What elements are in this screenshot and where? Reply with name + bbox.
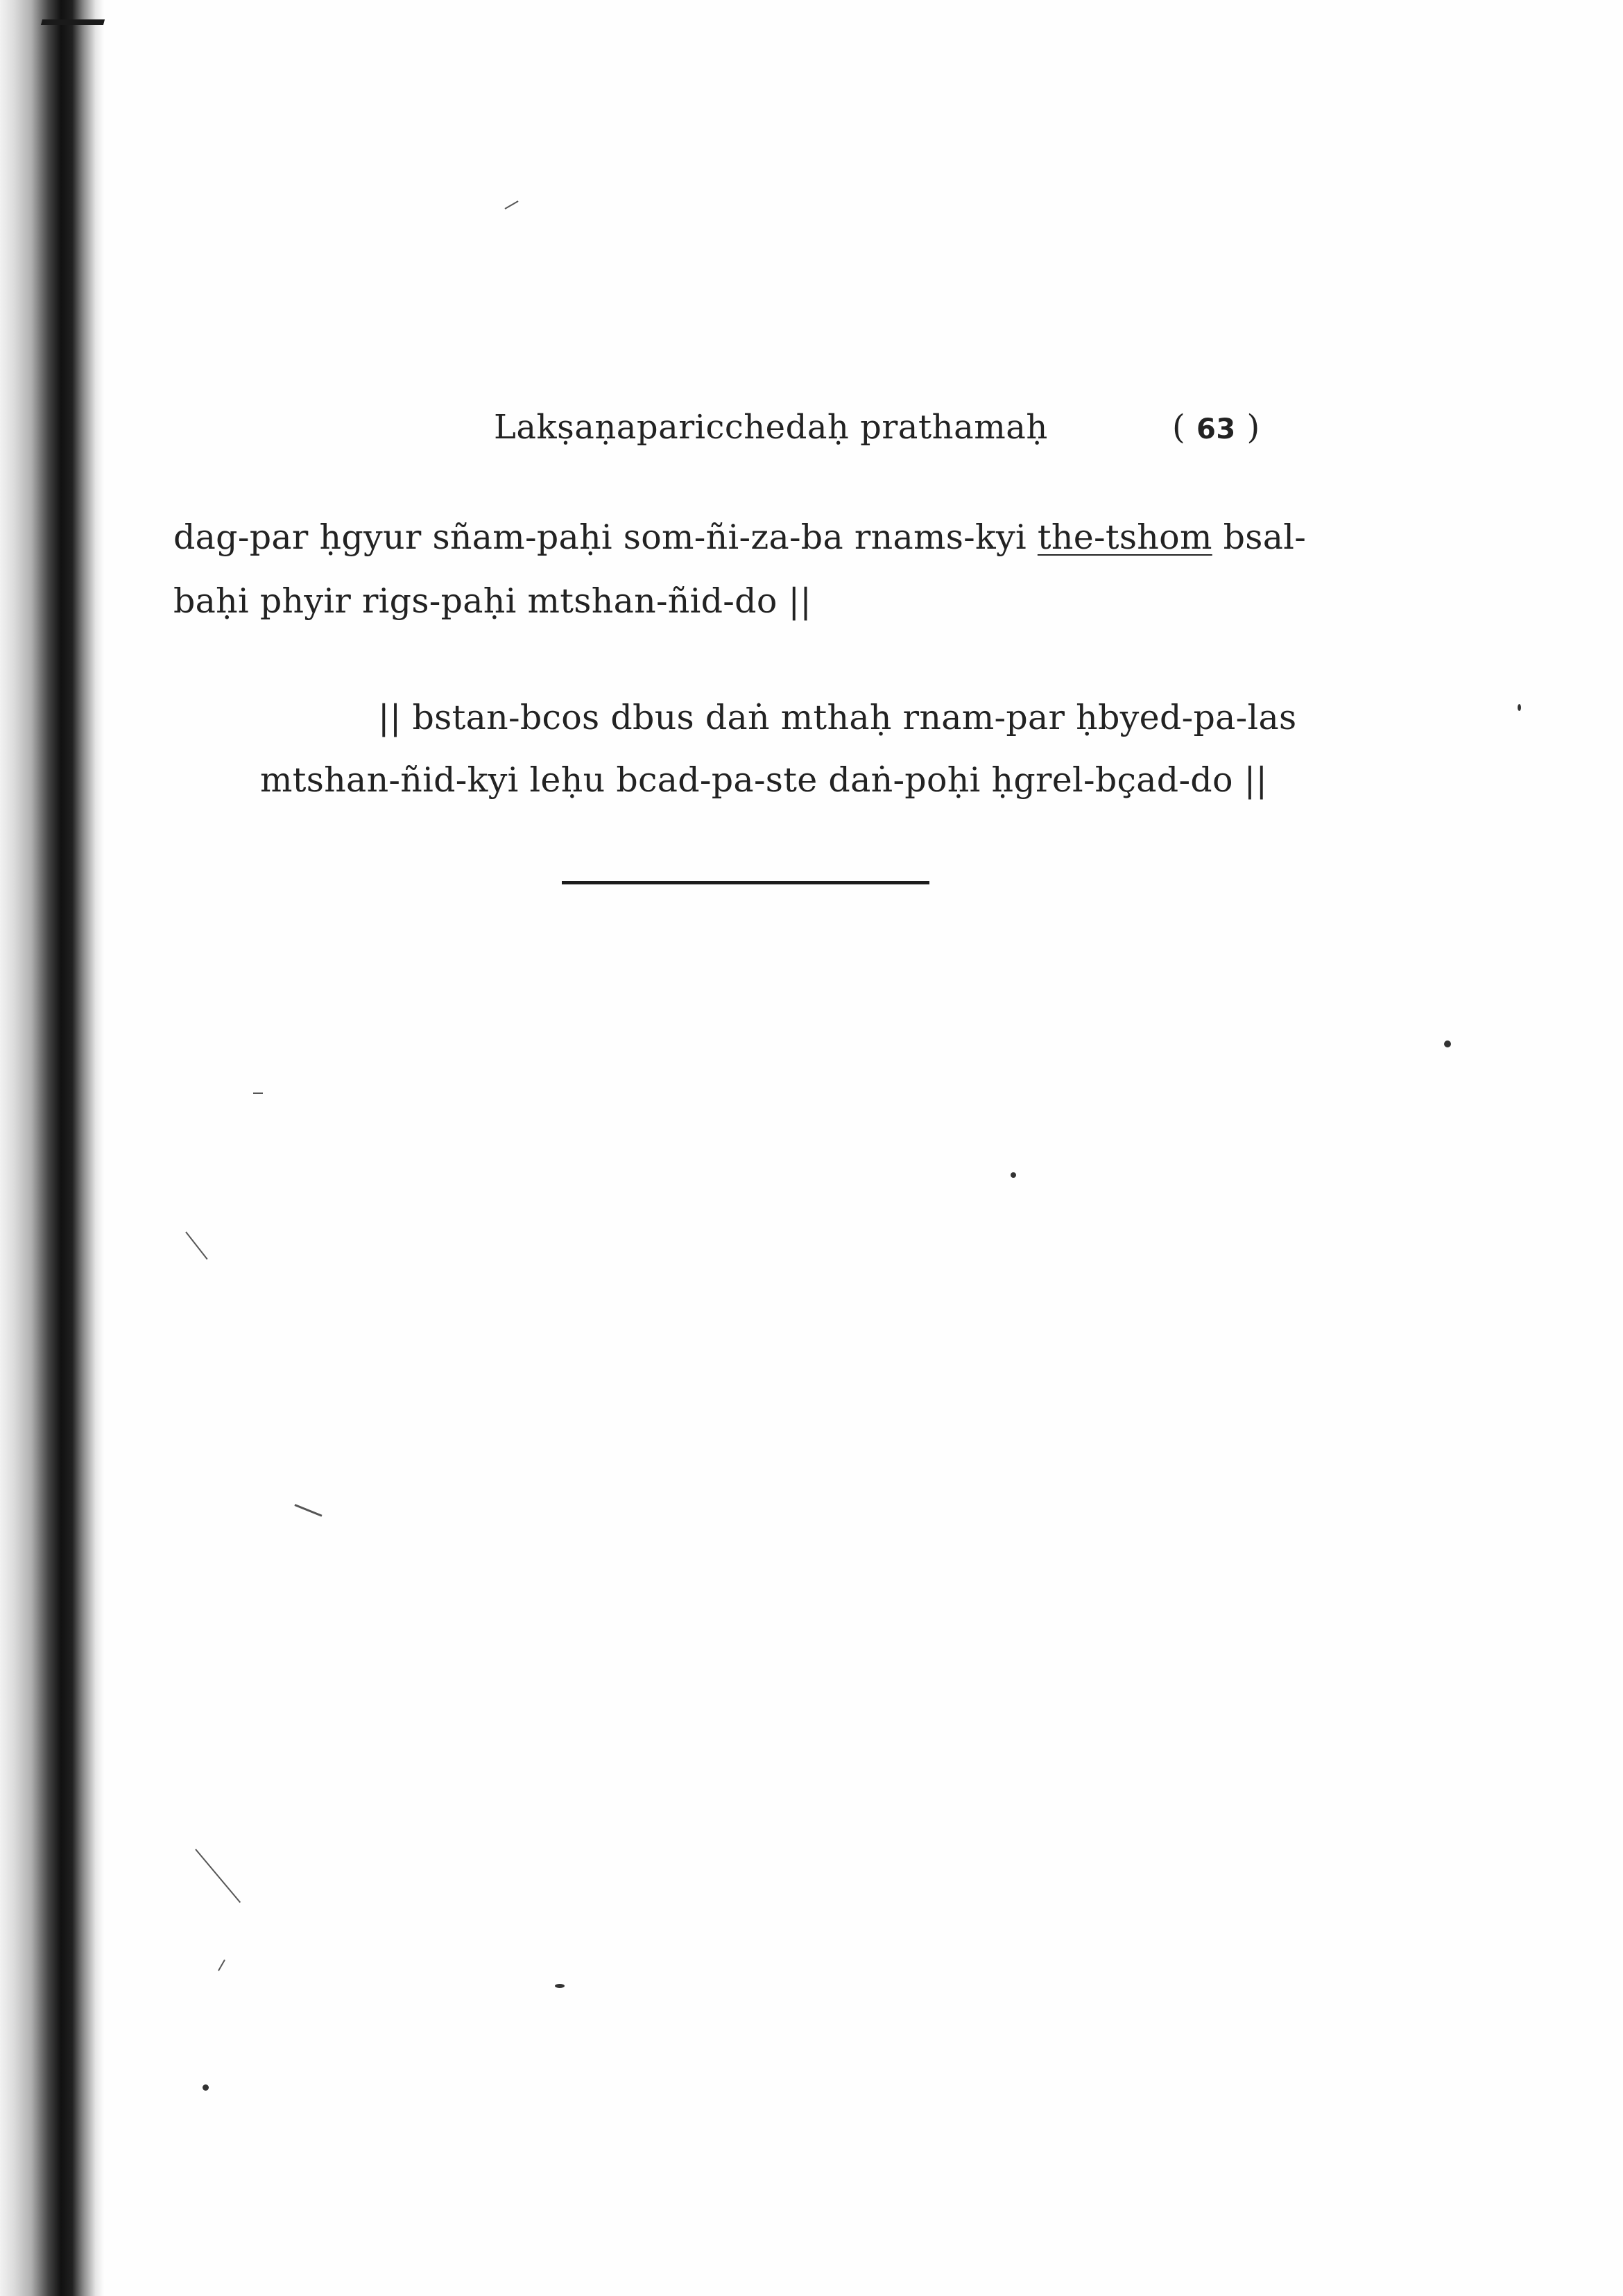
body-line-2: baḥi phyir rigs-paḥi mtshan-ñid-do || (173, 581, 812, 621)
scan-stroke (294, 1504, 322, 1517)
closing-rule (562, 881, 929, 884)
page-number (1172, 408, 1260, 447)
binding-mark (41, 19, 105, 25)
scan-stroke (218, 1960, 225, 1971)
scan-stroke (253, 1093, 263, 1094)
body-line-1-start: dag-par ḥgyur sñam-paḥi som-ñi-za-ba rnams-kyi (173, 517, 1038, 557)
page-number-open: ( (1172, 408, 1186, 447)
page-number-close: ) (1246, 408, 1260, 447)
body-line-1 (173, 517, 1306, 557)
page-number-value: 63 (1196, 413, 1236, 445)
scan-speck (203, 2084, 209, 2091)
scan-speck (1518, 704, 1521, 711)
page-header (0, 408, 1623, 463)
scan-speck (1444, 1040, 1451, 1047)
scan-speck (555, 1984, 565, 1988)
binding-shadow (0, 0, 104, 2296)
scan-stroke (195, 1849, 241, 1903)
scan-speck (1011, 1172, 1016, 1178)
underlined-term: the-tshom (1037, 517, 1212, 557)
body-line-1-end: bsal- (1212, 517, 1307, 557)
running-head: Lakṣaṇaparicchedaḥ prathamaḥ (494, 408, 1048, 447)
colophon-line-2: mtshan-ñid-kyi leḥu bcad-pa-ste daṅ-poḥi ḥgrel-bçad-do || (260, 760, 1268, 800)
scan-stroke (185, 1231, 207, 1260)
colophon-line-1: || bstan-bcos dbus daṅ mthaḥ rnam-par ḥbyed-pa-las (378, 698, 1297, 737)
scan-stroke (505, 200, 519, 209)
